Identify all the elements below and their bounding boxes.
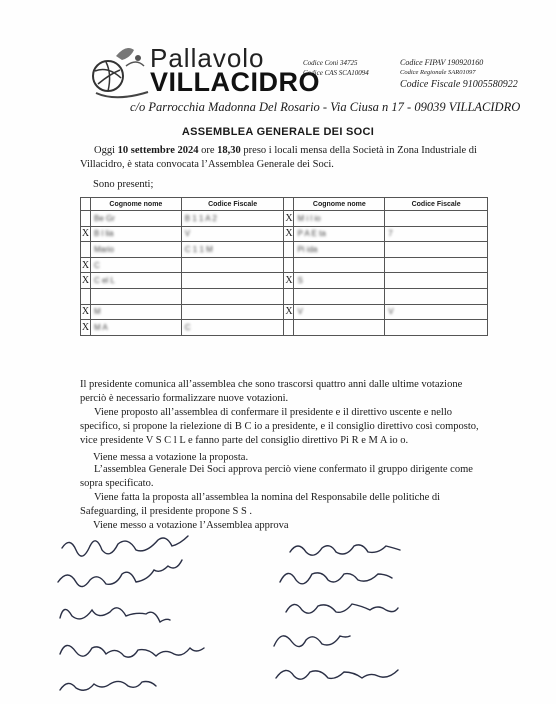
member-cf-right	[385, 211, 488, 227]
member-cf-left-text: C 1 1 M	[184, 244, 213, 254]
member-cf-right-text: V	[388, 307, 394, 317]
header-name-right: Cognome nome	[294, 198, 385, 211]
attendance-row	[81, 288, 488, 304]
member-cf-left	[181, 304, 284, 320]
attendance-row	[81, 226, 488, 242]
intro-date: 10 settembre 2024	[117, 145, 199, 156]
member-name-right	[294, 273, 385, 289]
present-check-right-text: X	[285, 275, 293, 287]
codice-fiscale: Codice Fiscale 91005580922	[400, 79, 518, 90]
signatures-area	[50, 530, 500, 700]
attendance-table	[80, 197, 488, 336]
codes-coni-cas	[303, 58, 369, 78]
paragraph-proposta: Viene proposto all’assemblea di confermare il presidente e il direttivo uscente e nello specifico, si propone la rielezione di B C io a presidente, e il consiglio direttivo così composto, vice presidente V S C l L e fanno parte del consiglio direttivo Pi R e M A io o.	[80, 407, 479, 446]
codice-regionale: Codice Regionale SAR01097	[400, 69, 476, 76]
present-check-left	[81, 273, 91, 289]
present-check-right	[284, 304, 294, 320]
member-name-left	[90, 257, 181, 273]
codes-fipav	[400, 58, 518, 90]
member-name-left-text: C	[93, 260, 100, 270]
header-check-left	[81, 198, 91, 211]
member-name-left	[90, 288, 181, 304]
member-name-left	[90, 320, 181, 336]
member-name-right	[294, 288, 385, 304]
paragraph-presidente: Il presidente comunica all’assemblea che sono trascorsi quattro anni dalle ultime votazione perciò è necessario formalizzare nuove votazioni.	[80, 379, 463, 404]
intro-time: 18,30	[217, 145, 241, 156]
present-check-left	[81, 257, 91, 273]
paragraph-votazione: Viene messa a votazione la proposta.	[93, 452, 249, 463]
member-cf-left-text: B 1 1 A 2	[184, 213, 217, 223]
member-cf-left-text: C	[184, 322, 191, 332]
attendance-row	[81, 242, 488, 258]
present-check-left-text: X	[81, 259, 90, 271]
present-check-left-text: X	[81, 306, 90, 318]
present-check-right	[284, 320, 294, 336]
present-check-right	[284, 257, 294, 273]
signature-5	[60, 681, 156, 690]
member-cf-left	[181, 257, 284, 273]
member-name-right	[294, 257, 385, 273]
attendance-row	[81, 211, 488, 227]
member-cf-left	[181, 273, 284, 289]
member-name-left	[90, 304, 181, 320]
present-check-right	[284, 273, 294, 289]
intro-pre: Oggi	[94, 145, 118, 156]
member-name-right	[294, 211, 385, 227]
attendance-row	[81, 257, 488, 273]
attendance-row	[81, 273, 488, 289]
member-cf-right	[385, 288, 488, 304]
paragraph-approva: Viene messo a votazione l’Assemblea approva	[93, 520, 289, 531]
member-cf-left	[181, 211, 284, 227]
member-cf-left	[181, 242, 284, 258]
present-label: Sono presenti;	[93, 179, 154, 190]
member-name-left	[90, 211, 181, 227]
brand-line-1: Pallavolo	[150, 43, 265, 73]
codice-fipav: Codice FIPAV 190920160	[400, 58, 484, 67]
member-name-left-text: M A	[93, 322, 108, 332]
signature-9	[274, 636, 350, 647]
present-check-left-text: X	[81, 275, 90, 287]
signature-1	[62, 536, 188, 556]
member-cf-right	[385, 226, 488, 242]
signature-8	[286, 604, 398, 613]
present-check-left	[81, 242, 91, 258]
present-check-left-text: X	[81, 228, 90, 240]
codice-coni: Codice Coni 34725	[303, 59, 358, 67]
present-check-left	[81, 211, 91, 227]
member-name-right	[294, 320, 385, 336]
member-name-left	[90, 242, 181, 258]
present-check-left	[81, 304, 91, 320]
member-name-left-text: Be Gr	[93, 213, 115, 223]
attendance-body	[81, 211, 488, 336]
member-cf-left	[181, 226, 284, 242]
intro-paragraph	[80, 144, 480, 172]
codice-cas: Codice CAS SCA10094	[303, 69, 369, 77]
member-cf-left	[181, 288, 284, 304]
present-check-right-text: X	[285, 212, 293, 224]
member-cf-right	[385, 304, 488, 320]
member-cf-right	[385, 273, 488, 289]
paragraph-safeguarding: Viene fatta la proposta all’assemblea la nomina del Responsabile delle politiche di Safeguarding, il presidente propone S S .	[80, 492, 441, 517]
present-check-right	[284, 226, 294, 242]
member-name-right-text: Pi ida	[297, 244, 318, 254]
member-name-right	[294, 226, 385, 242]
member-cf-left-text: V	[184, 229, 191, 239]
present-check-right-text: X	[285, 228, 293, 240]
present-check-right	[284, 211, 294, 227]
member-name-right-text: S	[297, 276, 303, 286]
member-name-right-text: P A E ta	[297, 229, 326, 239]
attendance-header-row	[81, 198, 488, 211]
member-name-left	[90, 226, 181, 242]
header-cf-right: Codice Fiscale	[385, 198, 488, 211]
attendance-row	[81, 320, 488, 336]
paragraph-approvazione: L’assemblea Generale Dei Soci approva perciò viene confermato il gruppo dirigente come sopra specificato.	[80, 464, 473, 489]
header-cf-left: Codice Fiscale	[181, 198, 284, 211]
signature-3	[60, 608, 170, 622]
member-name-right-text: V	[297, 307, 303, 317]
present-check-left	[81, 288, 91, 304]
present-check-left	[81, 226, 91, 242]
document-title: ASSEMBLEA GENERALE DEI SOCI	[181, 126, 375, 138]
member-cf-right-text: 7	[388, 229, 393, 239]
member-cf-right	[385, 320, 488, 336]
signature-2	[58, 560, 182, 587]
volleyball-logo-icon	[86, 36, 156, 106]
intro-post: preso i locali mensa della Società in Zona Industriale di Villacidro, è stata convocata l’Assemblea Generale dei Soci.	[80, 145, 477, 170]
present-check-right	[284, 288, 294, 304]
brand-name	[150, 45, 320, 96]
present-check-left-text: X	[81, 321, 90, 333]
brand-line-2: VILLACIDRO	[150, 67, 320, 97]
member-cf-right	[385, 257, 488, 273]
intro-mid: ore	[198, 145, 218, 156]
member-name-right	[294, 304, 385, 320]
signature-7	[280, 573, 392, 584]
attendance-row	[81, 304, 488, 320]
present-check-right-text: X	[285, 306, 293, 318]
member-name-left-text: B l lia	[93, 229, 114, 239]
signature-6	[290, 545, 400, 555]
member-name-left-text: M	[93, 307, 101, 317]
signature-4	[60, 645, 204, 657]
address-line: c/o Parrocchia Madonna Del Rosario - Via Ciusa n 17 - 09039 VILLACIDRO	[130, 100, 521, 114]
member-cf-right	[385, 242, 488, 258]
member-name-left	[90, 273, 181, 289]
header-check-right	[284, 198, 294, 211]
present-check-left	[81, 320, 91, 336]
header-name-left: Cognome nome	[90, 198, 181, 211]
member-name-right	[294, 242, 385, 258]
signature-10	[276, 670, 398, 679]
present-check-right	[284, 242, 294, 258]
member-name-left-text: C el L	[93, 276, 115, 286]
member-name-right-text: M i l io	[297, 213, 321, 223]
member-cf-left	[181, 320, 284, 336]
member-name-left-text: Mario	[93, 244, 114, 254]
